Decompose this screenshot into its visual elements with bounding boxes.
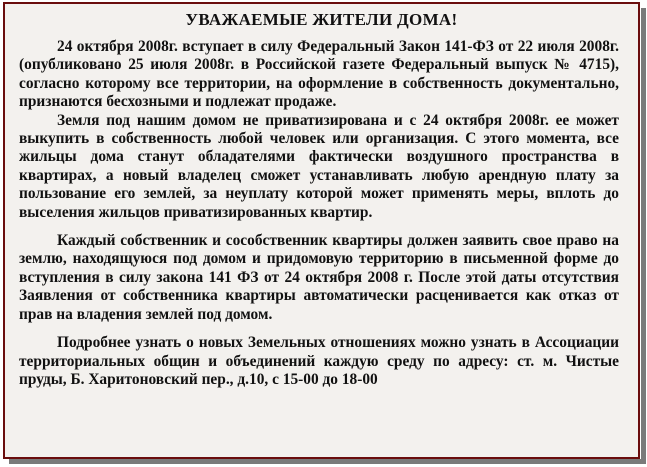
frame-shadow-right — [641, 8, 646, 463]
notice-paragraph-1: 24 октября 2008г. вступает в силу Федеральный Закон 141-ФЗ от 22 июля 2008г. (опубликовано 25 июля 2008г. в Российской газете Федеральный выпуск № 4715), согласно которому все территории, на оформление в собственность документально, признаются бесхозными и подлежат продаже. — [19, 38, 619, 111]
notice-paragraph-3: Каждый собственник и сособственник квартиры должен заявить свое право на землю, находящуюся под домом и придомовую территорию в письменной форме до вступления в силу закона 141 ФЗ от 24 октября 2008 г. После этой даты отсутствия Заявления от собственника квартиры автоматически расценивается как отказ от прав на владения землей под домом. — [19, 232, 619, 323]
frame-shadow-bottom — [9, 459, 646, 464]
notice-paper — [5, 4, 638, 457]
notice-paragraph-2: Земля под нашим домом не приватизирована и с 24 октября 2008г. ее может выкупить в собственность любой человек или организация. С этого момента, все жильцы дома станут обладателями фактически воздушного пространства в квартирах, а новый владелец сможет устанавливать любую арендную плату за пользование его землей, за неуплату которой может применять меры, вплоть до выселения жильцов приватизированных квартир. — [19, 111, 619, 221]
notice-title: УВАЖАЕМЫЕ ЖИТЕЛИ ДОМА! — [185, 10, 458, 29]
notice-paragraph-4: Подробнее узнать о новых Земельных отношениях можно узнать в Ассоциации территориальных общин и объединений каждую среду по адресу: ст. м. Чистые пруды, Б. Харитоновский пер., д.10, с 15-00 до 18-00 — [19, 334, 619, 388]
notice-body — [19, 38, 619, 389]
